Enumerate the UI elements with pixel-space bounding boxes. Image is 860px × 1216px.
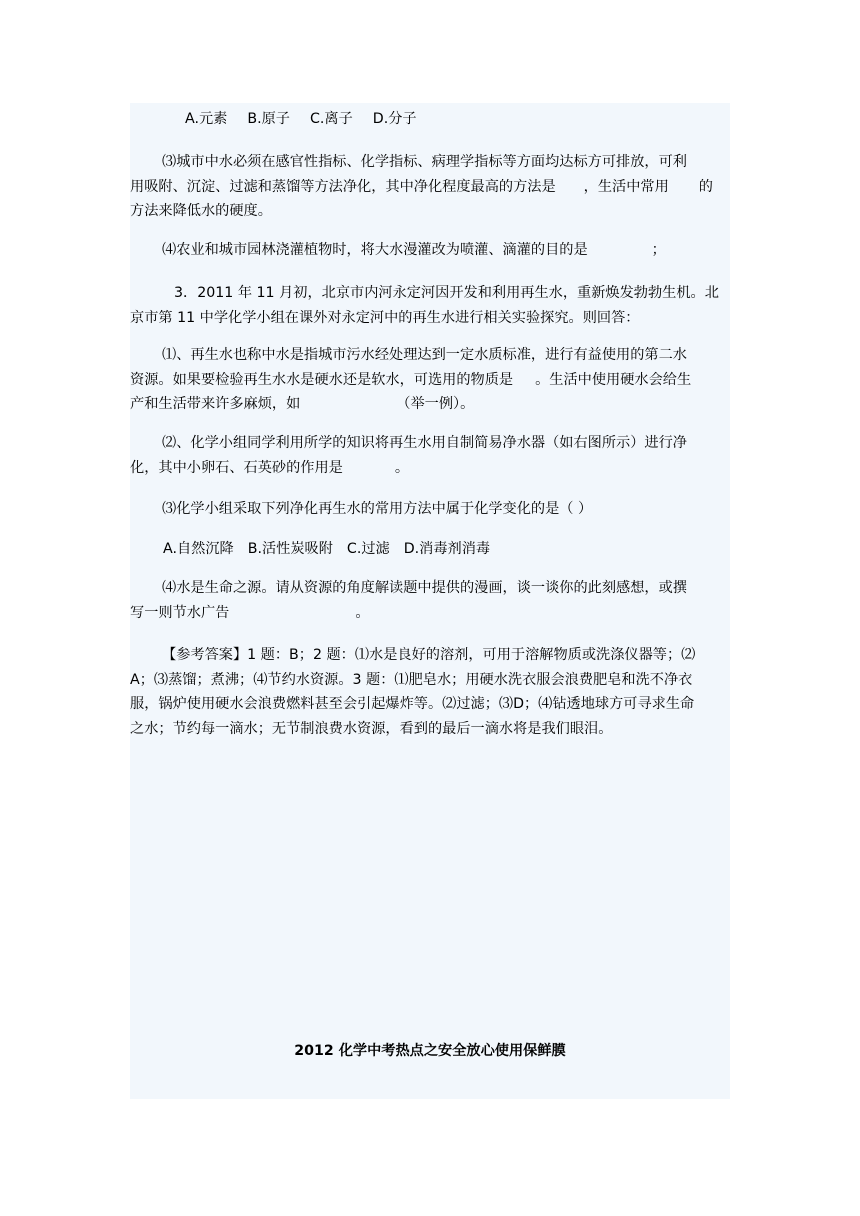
options-line-2	[163, 537, 728, 562]
option-a: A.元素	[185, 111, 228, 127]
q2-3-line-2: 用吸附、沉淀、过滤和蒸馏等方法净化，其中净化程度最高的方法是 ，生活中常用 的	[130, 178, 713, 195]
question-3-intro: 3．2011 年 11 月初，北京市内河永定河因开发和利用再生水，重新焕发勃勃生机。北 京市第 11 中学化学小组在课外对永定河中的再生水进行相关实验探究。则回答：	[130, 285, 719, 326]
option-d: D.分子	[372, 111, 417, 127]
option-a: A.自然沉降	[163, 541, 234, 557]
question-3-1: ⑴、再生水也称中水是指城市污水经处理达到一定水质标准，进行有益使用的第二水 资源。如果要检验再生水水是硬水还是软水，可选用的物质是 。生活中使用硬水会给生 产和生活带来许多麻烦，如 （举一例）。	[130, 347, 692, 412]
question-3-2: ⑵、化学小组同学利用所学的知识将再生水用自制简易净水器（如右图所示）进行净 化，其中小卵石、石英砂的作用是 。	[130, 435, 687, 476]
q2-3-line-1: ⑶城市中水必须在感官性指标、化学指标、病理学指标等方面均达标方可排放，可利	[162, 154, 687, 170]
question-3-4: ⑷水是生命之源。请从资源的角度解读题中提供的漫画，谈一谈你的此刻感想，或撰 写一则节水广告 。	[130, 580, 687, 621]
option-d: D.消毒剂消毒	[403, 541, 491, 557]
option-c: C.过滤	[346, 541, 390, 557]
reference-answers: 【参考答案】1 题：B；2 题：⑴水是良好的溶剂，可用于溶解物质或洗涤仪器等；⑵ A；⑶蒸馏；煮沸；⑷节约水资源。3 题：⑴肥皂水；用硬水洗衣服会浪费肥皂和洗不净衣 服，锅炉使用硬水会浪费燃料甚至会引起爆炸等。⑵过滤；⑶D；⑷钻透地球方可寻求生命 之水；节约每一滴水；无节制浪费水资源，看到的最后一滴水将是我们眼泪。	[130, 647, 696, 737]
option-b: B.原子	[247, 111, 290, 127]
option-c: C.离子	[309, 111, 353, 127]
option-b: B.活性炭吸附	[247, 541, 333, 557]
options-line-1	[185, 107, 750, 132]
q2-3-line-3: 方法来降低水的硬度。	[130, 203, 272, 219]
question-2-3	[130, 150, 727, 224]
question-3-3: ⑶化学小组采取下列净化再生水的常用方法中属于化学变化的是（ ）	[162, 501, 593, 517]
next-article-title: 2012 化学中考热点之安全放心使用保鲜膜	[294, 1043, 566, 1059]
question-2-4: ⑷农业和城市园林浇灌植物时，将大水漫灌改为喷灌、滴灌的目的是 ；	[162, 242, 666, 258]
